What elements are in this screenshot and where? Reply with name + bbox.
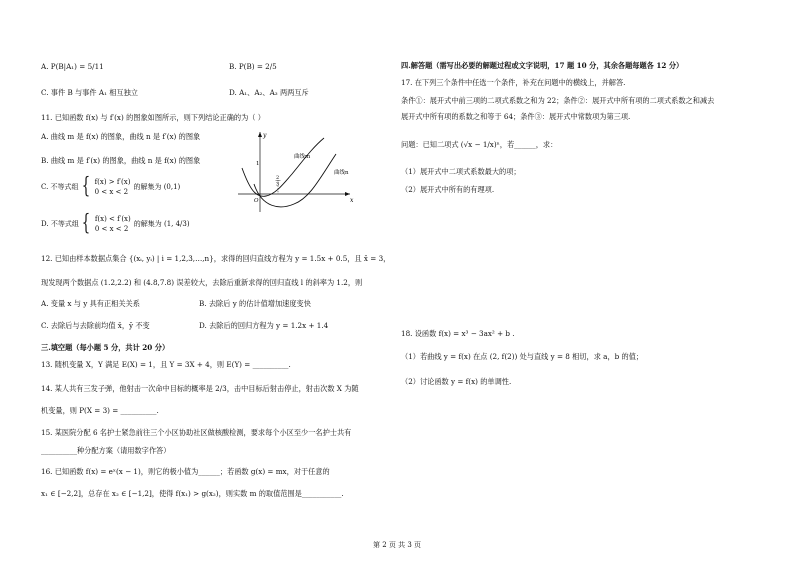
q15-line2: __________种分配方案（请用数字作答） [41, 446, 171, 455]
section3-title: 三.填空题（每小题 5 分，共计 20 分） [41, 343, 170, 352]
curve-n-label: 曲线n [334, 170, 349, 176]
q12-option-b: B. 去除后 y 的估计值增加速度变快 [199, 299, 311, 308]
q12-line2: 现发现两个数据点 (1.2,2.2) 和 (4.8,7.8) 误差较大，去除后重新求得的回归直线 l 的斜率为 1.2，则 [41, 278, 363, 287]
q11-stem: 11. 已知函数 f(x) 与 f′(x) 的图象如图所示，则下列结论正确的为（ ） [41, 113, 265, 122]
q17-line4: 问题：已知二项式 (√x − 1/x)ⁿ，若______，求： [401, 140, 558, 149]
q14-line2: 机变量，则 P(X = 3) = __________. [41, 406, 159, 415]
q11-c-line1: f(x) > f′(x) [94, 178, 131, 186]
y-axis-arrow-icon [258, 132, 262, 137]
curve-n [254, 154, 336, 207]
q17-line1: 17. 在下列三个条件中任选一个条件，补充在问题中的横线上，并解答. [401, 78, 626, 87]
q18-part1: （1）若曲线 y = f(x) 在点 (2, f(2)) 处与直线 y = 8 相切，求 a，b 的值； [401, 352, 644, 361]
curve-m-label: 曲线m [294, 154, 311, 160]
tick-numerator: 2 [276, 175, 280, 181]
curve-m [242, 138, 324, 196]
origin-label: O [254, 198, 259, 204]
q16-line1: 16. 已知函数 f(x) = eˣ(x − 1)，则它的极小值为______；若函数 g(x) = mx，对于任意的 [41, 467, 330, 476]
q10-option-d: D. A₁、A₂、A₃ 两两互斥 [229, 88, 309, 97]
q15-line1: 15. 某医院分配 6 名护士紧急前往三个小区协助社区做核酸检测，要求每个小区至少一名护士共有 [41, 428, 352, 437]
q14-line1: 14. 某人共有三发子弹，他射击一次命中目标的概率是 2/3，击中目标后射击停止，射击次数 X 为随 [41, 384, 359, 393]
x-axis-arrow-icon [345, 192, 350, 196]
q11-option-d-prefix: D. 不等式组 [41, 220, 79, 228]
q16-line2: x₁ ∈ [−2,2]，总存在 x₂ ∈ [−1,2]，使得 f(x₁) > g(x₂)，则实数 m 的取值范围是___________. [41, 489, 344, 498]
q11-c-line2: 0 < x < 2 [94, 188, 129, 196]
x-axis-label: x [350, 197, 354, 204]
q11-option-c: C. 不等式组 { f(x) > f′(x) 0 < x < 2 的解集为 (0,1) [41, 174, 181, 199]
y-tick-1-label: 1 [256, 161, 260, 167]
q11-option-b: B. 曲线 m 是 f′(x) 的图象，曲线 n 是 f(x) 的图象 [41, 156, 201, 165]
q10-option-b: B. P(B) = 2/5 [229, 62, 277, 71]
q11-d-line2: 0 < x < 2 [94, 225, 129, 233]
q11-d-line1: f(x) < f′(x) [94, 215, 131, 223]
q10-option-c: C. 事件 B 与事件 A₁ 相互独立 [41, 88, 138, 97]
section4-title: 四.解答题（需写出必要的解题过程或文字说明，17 题 10 分，其余各题每题各 12 分） [401, 61, 684, 70]
page-footer: 第 2 页 共 3 页 [372, 541, 422, 549]
q10-option-a: A. P(B|A₁) = 5/11 [41, 62, 104, 71]
q12-line1: 12. 已知由样本数据点集合 {(xᵢ, yᵢ) | i = 1,2,3,…,n}，求得的回归直线方程为 y = 1.5x + 0.5，且 x̄ = 3， [41, 254, 391, 263]
q12-option-c: C. 去除后与去除前均值 x̄，ȳ 不变 [41, 321, 150, 330]
q12-option-a: A. 变量 x 与 y 具有正相关关系 [41, 299, 140, 308]
q18-part2: （2）讨论函数 y = f(x) 的单调性. [401, 377, 512, 386]
q17-part1: （1）展开式中二项式系数最大的项； [401, 167, 521, 176]
q11-option-c-prefix: C. 不等式组 [41, 183, 79, 191]
q13: 13. 随机变量 X，Y 满足 E(X) = 1，且 Y = 3X + 4，则 E(Y) = __________. [41, 360, 291, 369]
q11-function-graph [232, 128, 357, 216]
q11-option-c-suffix: 的解集为 (0,1) [133, 183, 181, 191]
q11-option-d-suffix: 的解集为 (1, 4/3) [133, 220, 190, 228]
q12-option-d: D. 去除后的回归方程为 y = 1.2x + 1.4 [199, 321, 329, 330]
q17-line2: 条件①：展开式中前三项的二项式系数之和为 22；条件②：展开式中所有项的二项式系数之和减去 [401, 96, 715, 105]
q11-option-a: A. 曲线 m 是 f(x) 的图象，曲线 n 是 f′(x) 的图象 [41, 132, 201, 141]
q11-option-d: D. 不等式组 { f(x) < f′(x) 0 < x < 2 的解集为 (1, 4/3) [41, 211, 190, 236]
q18-stem: 18. 设函数 f(x) = x³ − 3ax² + b . [401, 329, 515, 338]
q17-line3: 展开式中所有项的系数之和等于 64；条件③：展开式中常数项为第三项. [401, 112, 631, 121]
tick-denominator: 3 [276, 181, 280, 188]
q17-part2: （2）展开式中所有的有理项. [401, 185, 495, 194]
y-axis-label: y [263, 132, 267, 139]
